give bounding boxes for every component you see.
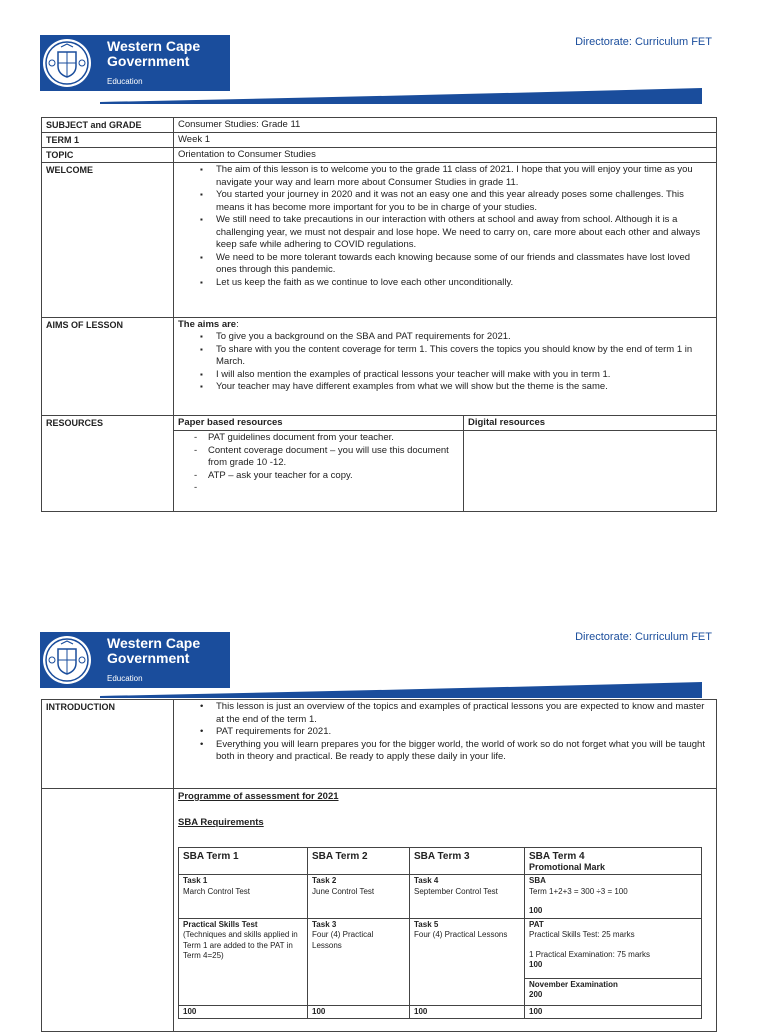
cell-title: Task 5 [414,919,439,929]
sba-term4-title: SBA Term 4 [529,851,585,862]
cell-text: (Techniques and skills applied in Term 1 are added to the PAT in Term 4=25) [183,930,298,960]
table-row [42,700,717,789]
table-row [179,848,702,875]
table-row [42,789,717,1032]
paper-resources-heading: Paper based resources [174,416,464,431]
table-cell [525,875,702,919]
cell-title: November Examination [529,979,618,989]
list-item: ▪ We need to be more tolerant towards each knowing because some of our friends and classmates have lost loved ones through this pandemic. [216,252,712,277]
coat-of-arms-icon [43,636,91,684]
sba-term1-header: SBA Term 1 [179,848,308,875]
welcome-content [174,163,717,318]
welcome-label: WELCOME [42,163,174,318]
table-row [42,163,717,318]
sba-term3-header: SBA Term 3 [410,848,525,875]
cell-total: 100 [529,960,543,969]
cell-text: September Control Test [414,886,498,896]
table-cell [525,978,702,1005]
cell-title: Task 1 [183,876,208,885]
table-cell [308,875,410,919]
list-item [208,482,459,494]
list-item: - ATP – ask your teacher for a copy. [208,470,459,483]
table-cell: 100 [525,1005,702,1019]
cell-title: Task 3 [312,919,337,929]
promotional-mark-title: Promotional Mark [529,862,606,872]
introduction-label: INTRODUCTION [42,700,174,789]
assessment-content [174,789,717,1032]
assessment-label [42,789,174,1032]
digital-resources-heading: Digital resources [464,416,717,431]
sba-heading: SBA Requirements [178,817,264,828]
list-item: ▪ The aim of this lesson is to welcome you to the grade 11 class of 2021. I hope that you will enjoy your time as you navigate your way and learn more about Consumer Studies in grade 11. [216,164,712,189]
list-item: - Content coverage document – you will use this document from grade 10 -12. [208,445,459,470]
list-item: • Everything you will learn prepares you for the bigger world, the world of work so do not forget what you will be taught both in theory and practical. Be ready to apply these daily in your life. [216,739,712,764]
term-value: Week 1 [174,133,717,148]
cell-title: Task 4 [414,876,439,885]
table-cell [179,918,308,1005]
table-row [42,318,717,416]
table-row [179,918,702,978]
header-swoosh [100,88,702,104]
paper-resources-list [174,431,464,512]
cell-text: Practical Skills Test: 25 marks [529,930,635,939]
introduction-table [41,699,717,1032]
wcg-logo [40,632,230,688]
list-item: ▪ To give you a background on the SBA and PAT requirements for 2021. [216,331,712,344]
aims-intro: The aims are [178,319,237,330]
topic-label: TOPIC [42,148,174,163]
topic-value: Orientation to Consumer Studies [174,148,717,163]
logo-title-line1: Western Cape [107,38,201,54]
logo-title-line2: Government [107,650,190,666]
table-cell [308,918,410,1005]
cell-total: 200 [529,990,543,1000]
table-row [179,1005,702,1019]
table-cell: 100 [410,1005,525,1019]
directorate-label: Directorate: Curriculum FET [575,631,712,643]
sba-term2-header: SBA Term 2 [308,848,410,875]
table-row [179,875,702,919]
cell-title: SBA [529,876,546,885]
list-item: ▪ You started your journey in 2020 and it was not an easy one and this year already poses some challenges. This means it has become more important for you to be in charge of your studies. [216,189,712,214]
cell-text: March Control Test [183,886,250,896]
cell-text: Four (4) Practical Lessons [312,930,374,950]
wcg-logo [40,35,230,91]
table-cell: 100 [179,1005,308,1019]
coat-of-arms-icon [43,39,91,87]
table-row [42,148,717,163]
aims-label: AIMS OF LESSON [42,318,174,416]
subject-value: Consumer Studies: Grade 11 [174,118,717,133]
header-swoosh [100,682,702,698]
resources-label: RESOURCES [42,416,174,512]
logo-subtitle: Education [107,674,143,683]
cell-text: June Control Test [312,886,375,896]
list-item: ▪ To share with you the content coverage for term 1. This covers the topics you should know by the end of term 1 in March. [216,344,712,369]
logo-title-line2: Government [107,53,190,69]
table-row [42,118,717,133]
list-item: • This lesson is just an overview of the topics and examples of practical lessons you are expected to know and master at the end of the term 1. [216,701,712,726]
term-label: TERM 1 [42,133,174,148]
directorate-label: Directorate: Curriculum FET [575,36,712,48]
list-item: ▪ Your teacher may have different examples from what we will show but the theme is the same. [216,381,712,394]
aims-content: The aims are: ▪ To give you a background on the SBA and PAT requirements for 2021. ▪ To share with you the content coverage for term 1. This covers the topics you should know by the end of term 1 in March. ▪ I will also mention the examples of practical lessons your teacher will make with you in term 1. ▪ Your teacher may have different examples from what we will show but the theme is the same. [174,318,717,416]
cell-title: PAT [529,919,544,929]
list-item: • PAT requirements for 2021. [216,726,712,739]
sba-requirements-table [178,847,702,1019]
table-row [42,133,717,148]
cell-title: Practical Skills Test [183,919,258,929]
logo-title-line1: Western Cape [107,635,201,651]
table-cell: 100 [308,1005,410,1019]
table-row [42,416,717,431]
table-cell [525,918,702,978]
digital-resources-list [464,431,717,512]
sba-term4-header [525,848,702,875]
table-cell [410,918,525,1005]
table-cell [410,875,525,919]
subject-label: SUBJECT and GRADE [42,118,174,133]
lesson-info-table [41,117,717,512]
cell-total: 100 [529,906,543,915]
cell-text: Term 1+2+3 = 300 ÷3 = 100 [529,886,628,896]
list-item: ▪ I will also mention the examples of practical lessons your teacher will make with you in term 1. [216,369,712,382]
programme-heading: Programme of assessment for 2021 [178,791,339,802]
cell-text: Four (4) Practical Lessons [414,930,508,939]
list-item: - PAT guidelines document from your teacher. [208,432,459,445]
logo-subtitle: Education [107,77,143,86]
table-cell [179,875,308,919]
list-item: ▪ We still need to take precautions in our interaction with others at school and away from school. Although it is a challenging year, we must not despair and lose hope. We need to carry on, care more about each other and always keep safe while adhering to COVID regulations. [216,214,712,252]
cell-text: 1 Practical Examination: 75 marks [529,949,650,959]
cell-title: Task 2 [312,876,337,885]
list-item: ▪ Let us keep the faith as we continue to love each other unconditionally. [216,277,712,290]
introduction-content [174,700,717,789]
